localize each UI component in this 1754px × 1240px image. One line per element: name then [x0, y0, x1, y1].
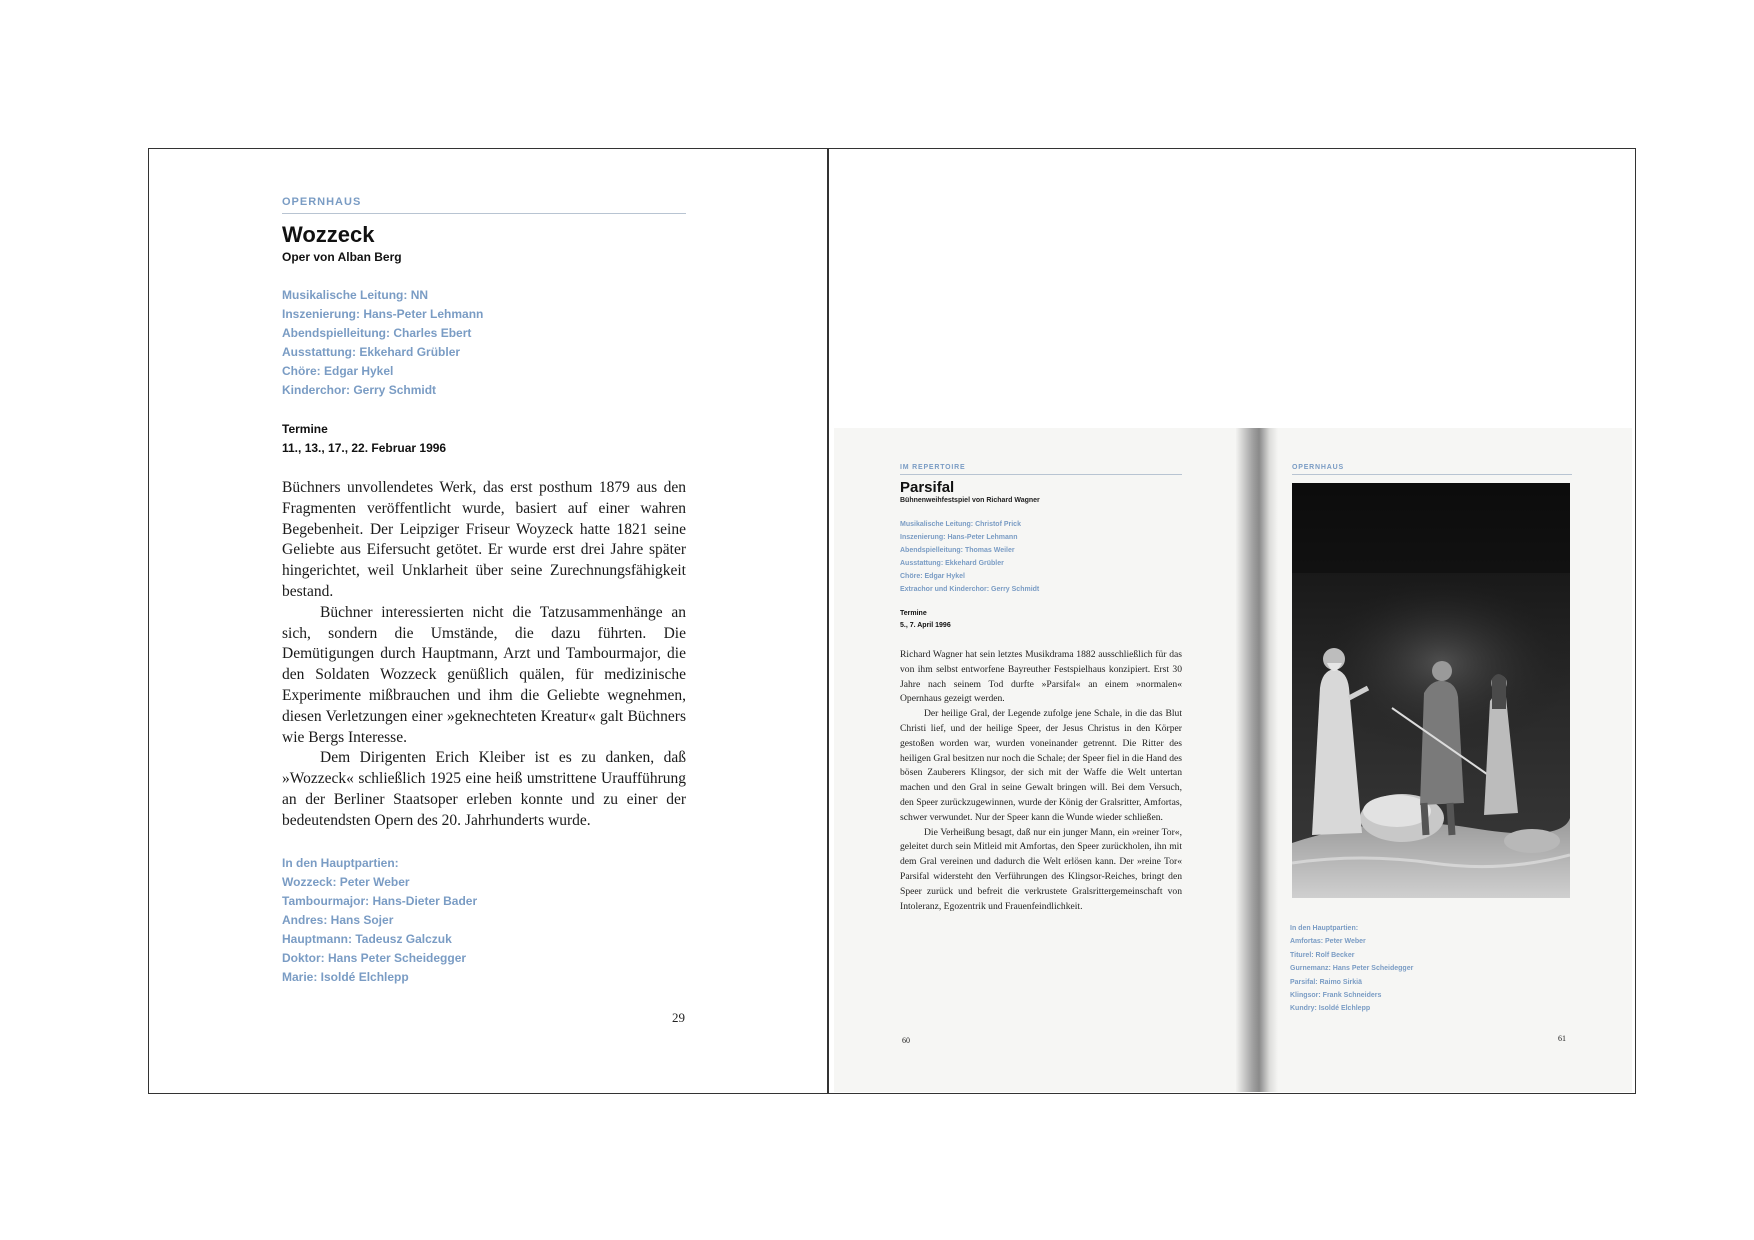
credit-line: Abendspielleitung: Charles Ebert [282, 326, 472, 340]
page-number: 60 [902, 1036, 910, 1045]
credit-line: Musikalische Leitung: Christof Prick [900, 521, 1021, 528]
body-paragraph: Richard Wagner hat sein letztes Musikdrama 1882 ausschließlich für das von ihm selbst entworfene Bayreuther Festspielhaus konzipiert. Erst 30 Jahre nach seinem Tod durfte »Parsifal« an einem »normalen« Opernhaus gezeigt werden. [900, 649, 1182, 705]
page-subtitle: Bühnenweihfestspiel von Richard Wagner [900, 497, 1040, 504]
wozzeck-page [282, 196, 686, 987]
credit-line: Chöre: Edgar Hykel [900, 573, 965, 580]
parsifal-page [900, 464, 1182, 914]
termine-label: Termine [282, 422, 328, 436]
role-line: Parsifal: Raimo Sirkiä [1290, 978, 1362, 986]
body-paragraph: Dem Dirigenten Erich Kleiber ist es zu danken, daß »Wozzeck« schließlich 1925 eine heiß umstrittene Uraufführung an der Berliner Staatsoper erleben konnte und zu einer der bedeutendsten Opern des 20. Jahrhunderts wurde. [282, 749, 686, 829]
credit-line: Kinderchor: Gerry Schmidt [282, 383, 437, 397]
page-number: 61 [1558, 1034, 1566, 1043]
page-title: Parsifal [900, 479, 955, 496]
role-line: Wozzeck: Peter Weber [282, 874, 410, 889]
termine-dates: 11., 13., 17., 22. Februar 1996 [282, 441, 447, 455]
credit-line: Inszenierung: Hans-Peter Lehmann [282, 307, 484, 321]
termine-label: Termine [900, 610, 927, 617]
page-divider [827, 148, 829, 1094]
termine-block [282, 420, 686, 458]
book-gutter [1236, 428, 1278, 1092]
role-line: Andres: Hans Sojer [282, 912, 394, 927]
body-paragraph: Büchner interessierten nicht die Tatzusammenhänge an sich, sondern die Umstände, die dazu führten. Die Demütigungen durch Hauptmann, Arzt und Tambourmajor, die den Soldaten Wozzeck genüßlich quälen, für medizinische Experimente mißbrauchen und ihm die Geliebte wegnehmen, diesen Verletzungen einer »geknechteten Kreatur« galt Büchners wie Bergs Interesse. [282, 603, 686, 746]
role-line: Tambourmajor: Hans-Dieter Bader [282, 893, 478, 908]
section-label: IM REPERTOIRE [900, 464, 966, 471]
page-title: Wozzeck [282, 222, 375, 247]
credit-line: Extrachor und Kinderchor: Gerry Schmidt [900, 586, 1040, 593]
credit-line: Musikalische Leitung: NN [282, 288, 429, 302]
section-label: OPERNHAUS [1292, 464, 1344, 471]
photo-page [1292, 464, 1572, 475]
termine-dates: 5., 7. April 1996 [900, 622, 951, 629]
credit-line: Ausstattung: Ekkehard Grübler [282, 345, 461, 359]
section-rule [1292, 474, 1572, 475]
stage-photo [1292, 483, 1570, 898]
body-paragraph: Die Verheißung besagt, daß nur ein junger Mann, ein »reiner Tor«, geleitet durch sein Mitleid mit Amfortas, den Speer zurückholen, ihn mit dem Gral vereinen und dadurch die Welt erlösen kann. Der »reine Tor« Parsifal widersteht den Verführungen des Klingsor-Reiches, bringt den Speer zurück und befreit die verkrustete Gralsrittergemeinschaft von Intoleranz, Egozentrik und Frauenfeindlichkeit. [900, 826, 1182, 912]
section-label: OPERNHAUS [282, 196, 362, 208]
role-line: Amfortas: Peter Weber [1290, 938, 1366, 946]
section-rule [282, 213, 686, 214]
body-text [900, 648, 1182, 914]
credit-line: Abendspielleitung: Thomas Weiler [900, 547, 1015, 554]
role-line: Titurel: Rolf Becker [1290, 951, 1355, 959]
body-text [282, 478, 686, 832]
roles-list [282, 854, 686, 987]
role-line: Marie: Isoldé Elchlepp [282, 969, 409, 984]
roles-heading: In den Hauptpartien: [1290, 925, 1359, 932]
role-line: Gurnemanz: Hans Peter Scheidegger [1290, 965, 1414, 973]
termine-block [900, 608, 1182, 632]
body-paragraph: Der heilige Gral, der Legende zufolge jene Schale, in die das Blut Christi lief, und der heilige Speer, der Jesus Christus in den Körper gestoßen worden war, wurden voneinander getrennt. Die Ritter des heiligen Gral besitzen nur noch die Schale; der Speer fiel in die Hand des bösen Zauberers Klingsor, der sich mit der Waffe die Welt untertan machen und den Gral in seine Gewalt bringen will. Bei dem Versuch, den Speer zurückzugewinnen, wurde der König der Gralsritter, Amfortas, schwer verwundet. Nur der Speer kann die Wunde wieder schließen. [900, 708, 1182, 823]
credits-list [282, 286, 686, 400]
roles-heading: In den Hauptpartien: [282, 855, 399, 870]
roles-list [1290, 922, 1530, 1016]
page-number: 29 [672, 1010, 685, 1025]
role-line: Klingsor: Frank Schneiders [1290, 992, 1382, 1000]
section-rule [900, 474, 1182, 475]
stage-photo-image [1292, 483, 1570, 898]
page-subtitle: Oper von Alban Berg [282, 250, 402, 264]
role-line: Doktor: Hans Peter Scheidegger [282, 950, 467, 965]
body-paragraph: Büchners unvollendetes Werk, das erst posthum 1879 aus den Fragmenten veröffentlicht wurde, basiert auf einer wahren Begebenheit. Der Leipziger Friseur Woyzeck hatte 1821 seine Geliebte aus Eifersucht getötet. Er wurde erst drei Jahre später hingerichtet, weil Unklarheit über seine Zurechnungsfähigkeit bestand. [282, 479, 686, 600]
scanned-spread [834, 428, 1632, 1092]
credit-line: Inszenierung: Hans-Peter Lehmann [900, 534, 1018, 541]
credit-line: Chöre: Edgar Hykel [282, 364, 394, 378]
credits-list [900, 518, 1182, 596]
role-line: Kundry: Isoldé Elchlepp [1290, 1005, 1371, 1013]
role-line: Hauptmann: Tadeusz Galczuk [282, 931, 452, 946]
credit-line: Ausstattung: Ekkehard Grübler [900, 560, 1004, 567]
